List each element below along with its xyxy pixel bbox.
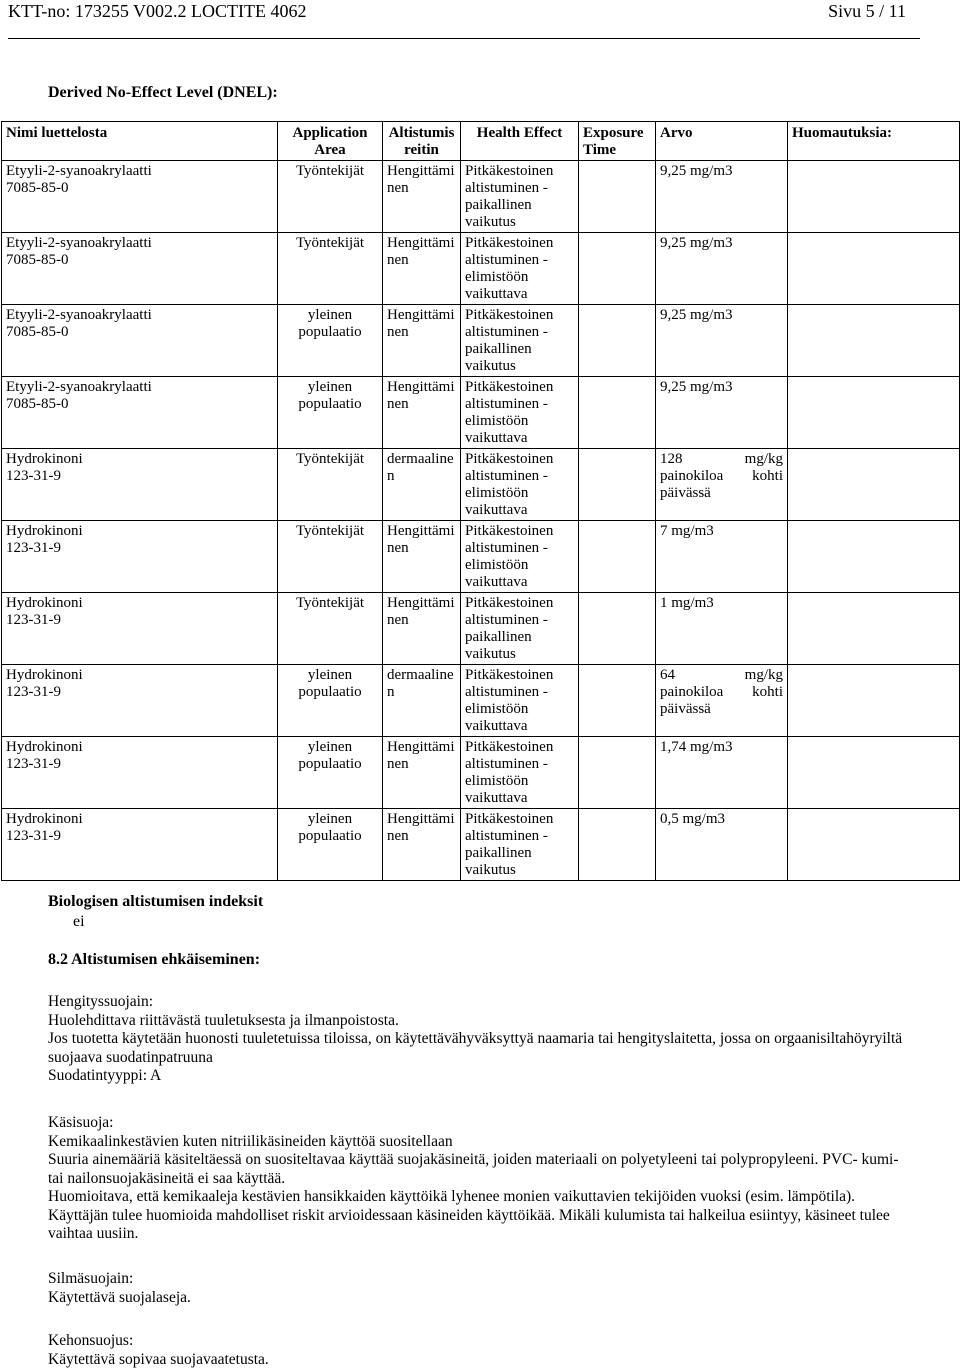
application-area-cell-text: yleinen populaatio (298, 379, 362, 412)
column-header: Huomautuksia: (788, 122, 960, 161)
exposure-route-cell (383, 665, 461, 737)
value-cell-text: 9,25 mg/m3 (660, 379, 733, 395)
value-cell (656, 449, 788, 521)
substance-cell (2, 449, 278, 521)
column-header: Arvo (656, 122, 788, 161)
value-cell-text: 1,74 mg/m3 (660, 739, 733, 755)
notes-cell (788, 161, 960, 233)
table-row (2, 593, 960, 665)
body-label: Kehonsuojus: (48, 1332, 134, 1349)
exposure-time-cell (579, 521, 656, 593)
health-effect-cell-text: Pitkäkestoinen altistuminen - paikallinen vaikutus (465, 307, 554, 374)
table-row (2, 521, 960, 593)
application-area-cell (278, 521, 383, 593)
eye-label: Silmäsuojain: (48, 1270, 134, 1287)
health-effect-cell (461, 737, 579, 809)
respiratory-label: Hengityssuojain: (48, 993, 154, 1010)
health-effect-cell (461, 593, 579, 665)
exposure-time-cell (579, 737, 656, 809)
substance-cell-text: Etyyli-2-syanoakrylaatti 7085-85-0 (6, 235, 152, 268)
application-area-cell (278, 665, 383, 737)
table-row (2, 665, 960, 737)
exposure-route-cell-text: Hengittämi nen (387, 811, 455, 844)
table-row (2, 449, 960, 521)
respiratory-protection (48, 993, 908, 1086)
exposure-route-cell (383, 809, 461, 881)
notes-cell (788, 449, 960, 521)
column-header: Health Effect (461, 122, 579, 161)
health-effect-cell-text: Pitkäkestoinen altistuminen - elimistöön vaikuttava (465, 739, 554, 806)
substance-cell-text: Etyyli-2-syanoakrylaatti 7085-85-0 (6, 163, 152, 196)
notes-cell (788, 737, 960, 809)
exposure-route-cell-text: Hengittämi nen (387, 163, 455, 196)
health-effect-cell (461, 521, 579, 593)
hand-text: Suuria ainemääriä käsiteltäessä on suositeltavaa käyttää suojakäsineitä, joiden materiaali on polyetyleeni tai polypropyleeni. PVC- kumi- tai nailonsuojakäsineitä ei saa käyttää. (48, 1151, 899, 1187)
notes-cell (788, 665, 960, 737)
bio-index-value: ei (73, 913, 85, 930)
application-area-cell (278, 449, 383, 521)
health-effect-cell-text: Pitkäkestoinen altistuminen - elimistöön vaikuttava (465, 451, 554, 518)
value-cell (656, 809, 788, 881)
value-cell (656, 377, 788, 449)
notes-cell (788, 377, 960, 449)
exposure-route-cell (383, 233, 461, 305)
value-cell-text: 9,25 mg/m3 (660, 163, 733, 179)
application-area-cell (278, 377, 383, 449)
exposure-route-cell-text: Hengittämi nen (387, 235, 455, 268)
exposure-route-cell-text: dermaaline n (387, 451, 454, 484)
notes-cell (788, 521, 960, 593)
value-cell (656, 665, 788, 737)
exposure-route-cell (383, 305, 461, 377)
eye-text: Käytettävä suojalaseja. (48, 1288, 191, 1306)
section-8-2-title: 8.2 Altistumisen ehkäiseminen: (48, 951, 261, 968)
substance-cell-text: Hydrokinoni 123-31-9 (6, 739, 83, 772)
hand-text: Kemikaalinkestävien kuten nitriilikäsineiden käyttöä suositellaan (48, 1132, 453, 1150)
exposure-route-cell (383, 377, 461, 449)
application-area-cell (278, 809, 383, 881)
application-area-cell (278, 305, 383, 377)
value-cell-text: 1 mg/m3 (660, 595, 714, 611)
exposure-time-cell (579, 665, 656, 737)
exposure-route-cell-text: dermaaline n (387, 667, 454, 700)
health-effect-cell-text: Pitkäkestoinen altistuminen - paikallinen vaikutus (465, 811, 554, 878)
health-effect-cell (461, 377, 579, 449)
body-protection (48, 1332, 908, 1369)
exposure-time-cell (579, 449, 656, 521)
hand-protection (48, 1114, 908, 1244)
notes-cell (788, 233, 960, 305)
substance-cell (2, 377, 278, 449)
application-area-cell (278, 737, 383, 809)
substance-cell-text: Hydrokinoni 123-31-9 (6, 595, 83, 628)
hand-label: Käsisuoja: (48, 1114, 114, 1131)
application-area-cell (278, 233, 383, 305)
value-cell (656, 737, 788, 809)
application-area-cell (278, 593, 383, 665)
substance-cell-text: Etyyli-2-syanoakrylaatti 7085-85-0 (6, 307, 152, 340)
value-cell (656, 593, 788, 665)
exposure-route-cell (383, 161, 461, 233)
eye-protection (48, 1270, 908, 1307)
respiratory-text: Huolehdittava riittävästä tuuletuksesta ja ilmanpoistosta. (48, 1011, 399, 1029)
exposure-route-cell-text: Hengittämi nen (387, 379, 455, 412)
substance-cell (2, 593, 278, 665)
value-cell (656, 233, 788, 305)
exposure-route-cell (383, 449, 461, 521)
application-area-cell-text: Työntekijät (295, 523, 365, 539)
exposure-route-cell-text: Hengittämi nen (387, 523, 455, 556)
substance-cell (2, 521, 278, 593)
exposure-time-cell (579, 161, 656, 233)
value-cell (656, 161, 788, 233)
substance-cell (2, 233, 278, 305)
respiratory-text: Suodatintyyppi: A (48, 1067, 162, 1084)
table-row (2, 377, 960, 449)
health-effect-cell-text: Pitkäkestoinen altistuminen - elimistöön vaikuttava (465, 379, 554, 446)
table-row (2, 161, 960, 233)
dnel-title: Derived No-Effect Level (DNEL): (48, 84, 278, 101)
body-text: Käytettävä sopivaa suojavaatetusta. (48, 1350, 269, 1368)
notes-cell (788, 305, 960, 377)
exposure-route-cell-text: Hengittämi nen (387, 739, 455, 772)
application-area-cell-text: yleinen populaatio (298, 739, 362, 772)
health-effect-cell-text: Pitkäkestoinen altistuminen - elimistöön vaikuttava (465, 235, 554, 302)
health-effect-cell-text: Pitkäkestoinen altistuminen - elimistöön vaikuttava (465, 523, 554, 590)
hand-text: Huomioitava, että kemikaaleja kestävien hansikkaiden käyttöikä lyhenee monien vaikuttavien tekijöiden vuoksi (esim. lämpötila). Käyttäjän tulee huomioida mahdolliset riskit arvioidessaan käsineiden käyttöikää. Mikäli kulumista tai halkeilua esiintyy, käsineet tulee vaihtaa uusiin. (48, 1188, 890, 1242)
substance-cell-text: Hydrokinoni 123-31-9 (6, 523, 83, 556)
value-cell-text: 7 mg/m3 (660, 523, 714, 539)
substance-cell (2, 809, 278, 881)
value-cell-text: 9,25 mg/m3 (660, 235, 733, 251)
value-cell (656, 305, 788, 377)
substance-cell-text: Hydrokinoni 123-31-9 (6, 667, 83, 700)
column-header: Exposure Time (579, 122, 656, 161)
table-row (2, 737, 960, 809)
exposure-route-cell (383, 521, 461, 593)
application-area-cell-text: yleinen populaatio (298, 811, 362, 844)
column-header: Altistumis reitin (383, 122, 461, 161)
exposure-time-cell (579, 377, 656, 449)
table-row (2, 809, 960, 881)
exposure-time-cell (579, 593, 656, 665)
document-id: KTT-no: 173255 V002.2 LOCTITE 4062 (8, 1, 307, 21)
health-effect-cell (461, 665, 579, 737)
exposure-route-cell (383, 593, 461, 665)
page-number: Sivu 5 / 11 (828, 1, 906, 21)
exposure-time-cell (579, 305, 656, 377)
health-effect-cell (461, 233, 579, 305)
substance-cell-text: Hydrokinoni 123-31-9 (6, 811, 83, 844)
substance-cell-text: Etyyli-2-syanoakrylaatti 7085-85-0 (6, 379, 152, 412)
application-area-cell-text: Työntekijät (295, 595, 365, 611)
exposure-route-cell-text: Hengittämi nen (387, 307, 455, 340)
column-header: Nimi luettelosta (2, 122, 278, 161)
value-cell-text: 0,5 mg/m3 (660, 811, 726, 827)
table-row (2, 305, 960, 377)
health-effect-cell (461, 305, 579, 377)
application-area-cell-text: Työntekijät (295, 451, 365, 467)
column-header: Application Area (278, 122, 383, 161)
respiratory-text: Jos tuotetta käytetään huonosti tuuletetuissa tiloissa, on käytettävähyväksyttyä naamaria tai hengityslaitetta, jossa on orgaanisiltahöyryiltä suojaava suodatinpatruuna (48, 1030, 903, 1066)
application-area-cell-text: Työntekijät (295, 235, 365, 251)
exposure-time-cell (579, 809, 656, 881)
health-effect-cell-text: Pitkäkestoinen altistuminen - paikallinen vaikutus (465, 163, 554, 230)
page-header (8, 0, 920, 39)
substance-cell (2, 737, 278, 809)
exposure-route-cell-text: Hengittämi nen (387, 595, 455, 628)
application-area-cell-text: yleinen populaatio (298, 667, 362, 700)
health-effect-cell (461, 161, 579, 233)
health-effect-cell-text: Pitkäkestoinen altistuminen - paikallinen vaikutus (465, 595, 554, 662)
exposure-time-cell (579, 233, 656, 305)
application-area-cell-text: yleinen populaatio (298, 307, 362, 340)
dnel-table (1, 121, 960, 881)
health-effect-cell (461, 809, 579, 881)
bio-index-title: Biologisen altistumisen indeksit (48, 893, 264, 910)
notes-cell (788, 593, 960, 665)
substance-cell (2, 665, 278, 737)
application-area-cell-text: Työntekijät (295, 163, 365, 179)
health-effect-cell (461, 449, 579, 521)
value-cell-text: 128 mg/kg painokiloa kohti päivässä (660, 451, 783, 501)
exposure-route-cell (383, 737, 461, 809)
substance-cell (2, 161, 278, 233)
value-cell-text: 64 mg/kg painokiloa kohti päivässä (660, 667, 783, 717)
health-effect-cell-text: Pitkäkestoinen altistuminen - elimistöön vaikuttava (465, 667, 554, 734)
substance-cell (2, 305, 278, 377)
value-cell (656, 521, 788, 593)
application-area-cell (278, 161, 383, 233)
table-row (2, 233, 960, 305)
notes-cell (788, 809, 960, 881)
table-header-row (2, 122, 960, 161)
substance-cell-text: Hydrokinoni 123-31-9 (6, 451, 83, 484)
value-cell-text: 9,25 mg/m3 (660, 307, 733, 323)
